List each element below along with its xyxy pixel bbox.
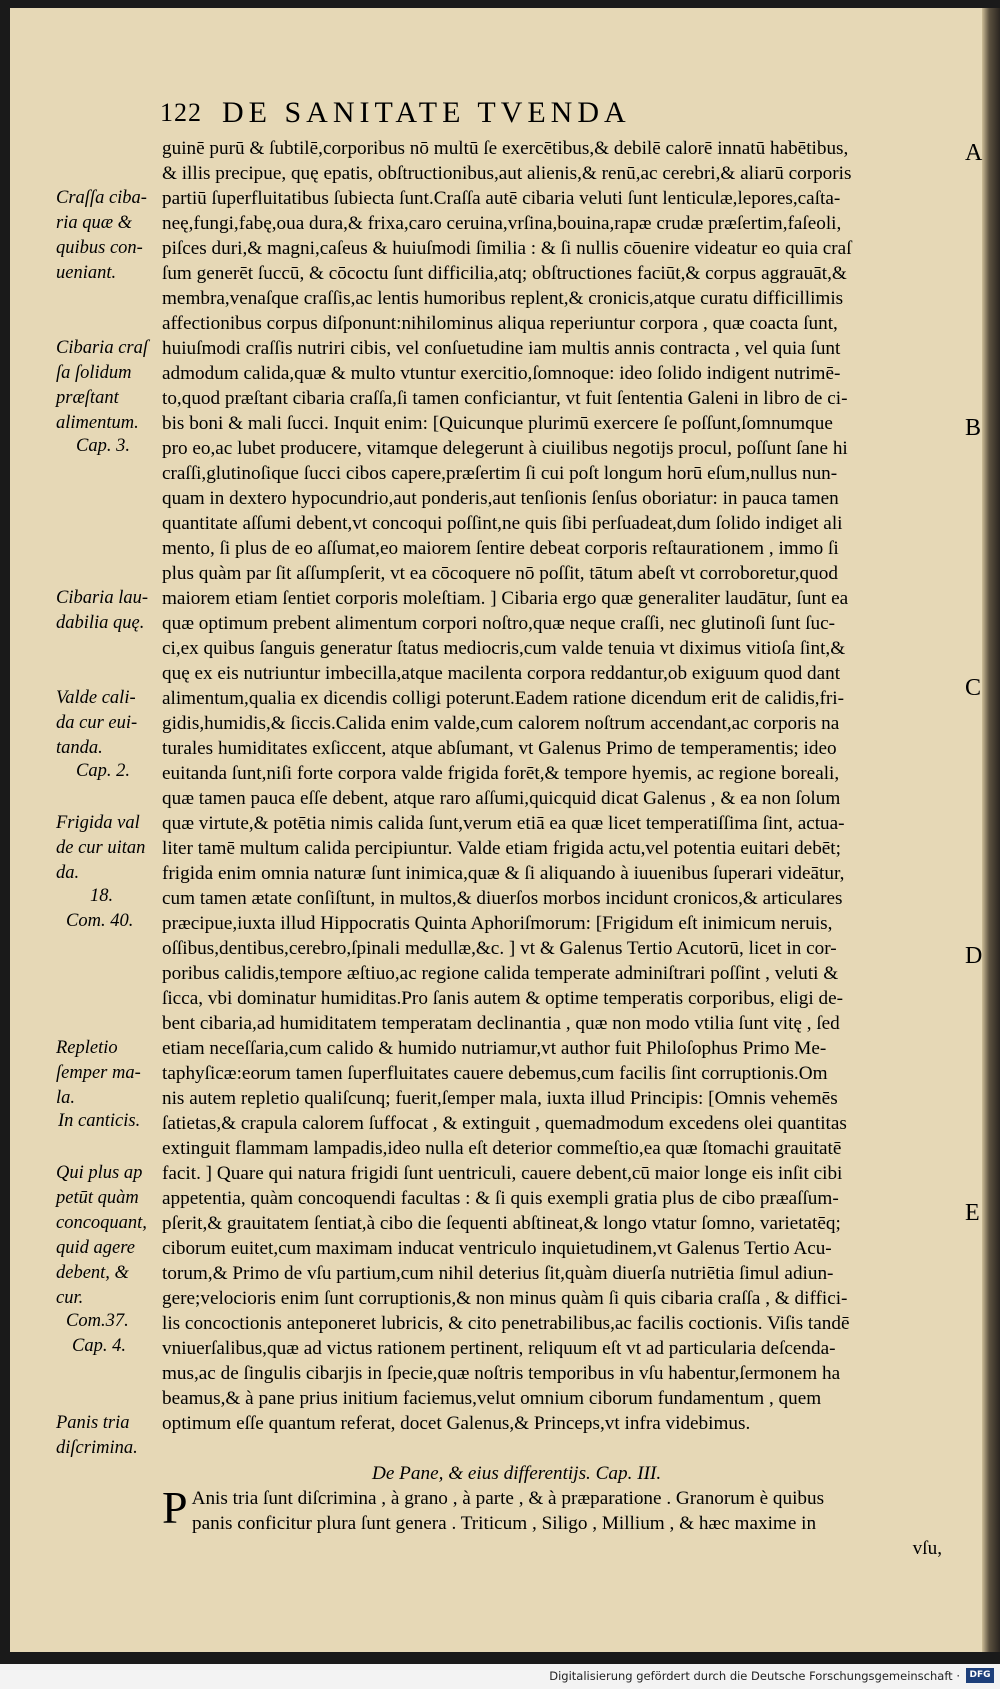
section-marker: D — [965, 943, 983, 969]
text-line: oſſibus,dentibus,cerebro,ſpinali medullæ,&c. ] vt & Galenus Tertio Acutorū, licet in cor- — [162, 938, 837, 959]
text-line: admodum calida,quæ & multo vtuntur exercitio,ſomnoque: ideo ſolido indigent nutrimē- — [162, 363, 841, 384]
text-line: craſſi,glutinoſique ſucci cibos capere,præſertim ſi cui poſt longum horū eſum,nullus nun- — [162, 463, 838, 484]
text-line: piſces duri,& magni,caſeus & huiuſmodi ſimilia : & ſi nullis cōuenire videatur eo quia craſ — [162, 238, 852, 259]
text-line: appetentia, quàm concoquendi facultas : & ſi quis exempli gratia plus de cibo præaſſum- — [162, 1188, 839, 1209]
text-line: facit. ] Quare qui natura frigidi ſunt uentriculi, cauere debent,cū maior longe eis inſit cibi — [162, 1163, 843, 1184]
text-line: ci,ex quibus ſanguis generatur ſtatus mediocris,cum valde tenuia vt diximus vitioſa ſint,& — [162, 638, 846, 659]
text-line: huiuſmodi craſſis nutriri cibis, vel conſuetudine iam multis annis contracta , vel quia ſunt — [162, 338, 841, 359]
margin-note: Craſſa ciba- ria quæ & quibus con- ueniant. — [56, 188, 147, 283]
text-line: gidis,humidis,& ſiccis.Calida enim valde,cum calorem noſtrum accendant,ac corporis na — [162, 713, 840, 734]
text-line: liter tamē multum calida percipiuntur. Valde etiam frigida actu,vel potentia euitari debēt; — [162, 838, 841, 859]
text-line: panis conficitur plura ſunt genera . Triticum , Siligo , Millium , & hæc maxime in — [192, 1513, 817, 1534]
text-line: quæ virtute,& potētia nimis calida ſunt,verum etiā ea quæ licet temperatiſſima ſint, actua- — [162, 813, 845, 834]
text-line: quæ optimum prebent alimentum corpori noſtro,quæ neque craſſi, nec glutinoſi ſunt ſuc- — [162, 613, 836, 634]
drop-cap: P — [162, 1482, 188, 1533]
text-line: etiam neceſſaria,cum calido & humido nutriamur,vt author fuit Philoſophus Primo Me- — [162, 1038, 827, 1059]
text-line: affectionibus corpus diſponunt:nihilominus aliqua reperiuntur corpora , quæ coacta ſunt, — [162, 313, 838, 334]
margin-note: Valde cali- da cur eui- tanda. — [56, 688, 138, 758]
margin-note: Panis tria diſcrimina. — [56, 1413, 138, 1458]
text-line: frigida enim omnia naturæ ſunt inimica,quæ & ſi aliquando à iuuenibus ſuperari videātur, — [162, 863, 845, 884]
text-line: bent cibaria,ad humiditatem temperatam declinantia , quæ non modo vtilia ſunt vitę , ſed — [162, 1013, 840, 1034]
text-line: mus,ac de ſingulis cibarjis in ſpecie,quæ noſtris temporibus in vſu habentur,ſermonem ha — [162, 1363, 841, 1384]
text-line: quam in dextero hypocundrio,aut ponderis,aut tenſionis ſenſus oboriatur: in pauca tamen — [162, 488, 839, 509]
text-line: ſatietas,& crapula calorem ſuffocat , & extinguit , quemadmodum excedens olei quantitas — [162, 1113, 847, 1134]
text-line: quantitate aſſumi debent,vt concoqui poſſint,ne quis ſibi perſuadeat,dum ſolido indiget ali — [162, 513, 843, 534]
text-line: euitanda ſunt,niſi forte corpora valde frigida forēt,& tempore hyemis, ac regione boreali, — [162, 763, 840, 784]
margin-reference: Cap. 2. — [76, 761, 130, 781]
text-line: alimentum,qualia ex dicendis colligi poterunt.Eadem ratione dicendum erit de calidis,fri- — [162, 688, 844, 709]
margin-note: Cibaria lau- dabilia quę. — [56, 588, 148, 633]
text-line: mento, ſi plus de eo aſſumat,eo maiorem ſentire debeat corporis reſtaurationem , immo ſi — [162, 538, 839, 559]
text-line: partiū ſuperfluitatibus ſubiecta ſunt.Craſſa autē cibaria veluti ſunt lenticulæ,lepores,caſta- — [162, 188, 841, 209]
margin-reference: Com. 40. — [66, 911, 134, 931]
margin-reference: Cap. 3. — [76, 436, 130, 456]
section-marker: A — [965, 140, 983, 166]
text-line: nis autem repletio qualiſcunq; fuerit,ſemper mala, iuxta illud Principis: [Omnis vehemēs — [162, 1088, 838, 1109]
text-line: turales humiditates exſiccent, atque abſumant, vt Galenus Primo de temperamentis; ideo — [162, 738, 837, 759]
text-line: lis concoctionis anteponeret lubricis, & cito penetrabilibus,ac facilis coctionis. Viſis tandē — [162, 1313, 850, 1334]
text-line: quæ tamen pauca eſſe debent, atque raro aſſumi,quicquid dicat Galenus , & ea non ſolum — [162, 788, 841, 809]
text-line: pſerit,& grauitatem ſentiat,à cibo die ſequenti abſtineat,& longo vtatur ſomno, varietatēq; — [162, 1213, 841, 1234]
text-line: gere;velocioris enim ſunt corruptionis,& non minus quàm ſi quis cibaria craſſa , & diffici- — [162, 1288, 848, 1309]
text-line: taphyſicæ:eorum tamen ſuperfluitates cauere debemus,cum facilis ſint corruptionis.Om — [162, 1063, 828, 1084]
text-line: Anis tria ſunt diſcrimina , à grano , à parte , & à præparatione . Granorum è quibus — [191, 1488, 825, 1509]
text-line: & illis precipue, quę epatis, obſtructionibus,aut alienis,& renū,ac cerebri,& aliarū corporis — [162, 163, 852, 184]
text-line: maiorem etiam ſentiet corporis moleſtiam. ] Cibaria ergo quæ generaliter laudātur, ſunt ea — [162, 588, 849, 609]
text-line: optimum eſſe quantum referat, docet Galenus,& Princeps,vt infra videbimus. — [162, 1413, 751, 1434]
footer-bar — [0, 1664, 1000, 1689]
margin-reference: Com.37. — [66, 1311, 129, 1331]
text-line: ſum generēt ſuccū, & cōcoctu ſunt difficilia,atq; obſtructiones faciūt,& corpus aggrauāt,& — [162, 263, 847, 284]
text-line: pro eo,ac lubet producere, vitamque delegerunt à ciuilibus negotijs procul, poſſunt ſane hi — [162, 438, 848, 459]
chapter-heading: De Pane, & eius differentijs. Cap. III. — [372, 1463, 662, 1484]
text-line: extinguit flammam lampadis,ideo nulla eſt deterior commeſtio,ea quæ ſtomachi grauitatē — [162, 1138, 842, 1159]
text-line: quę ex eis nutriuntur imbecilla,atque macilenta corpora reddantur,ob exiguum quod dant — [162, 663, 841, 684]
section-marker: E — [965, 1200, 980, 1226]
margin-note: Cibaria craſ ſa ſolidum præſtant alimentum. — [56, 338, 148, 433]
funding-notice: Digitalisierung gefördert durch die Deutsche Forschungsgemeinschaft · — [549, 1669, 960, 1683]
text-line — [162, 1436, 952, 1461]
section-marker: C — [965, 675, 982, 701]
text-line: poribus calidis,tempore æſtiuo,ac regione calida temperate adminiſtrari poſſint , veluti & — [162, 963, 839, 984]
text-line: torum,& Primo de vſu partium,cum nihil deterius ſit,quàm diuerſa nutriētia ſimul adiun- — [162, 1263, 834, 1284]
text-line: cum tamen ætate conſiſtunt, in multos,& diuerſos morbos incidunt cronicos,& articulares — [162, 888, 843, 909]
margin-reference: In canticis. — [58, 1111, 141, 1131]
margin-note: Repletio ſemper ma- la. — [56, 1038, 141, 1108]
running-head: DE SANITATE TVENDA — [222, 96, 631, 129]
text-line: vniuerſalibus,quæ ad victus rationem pertinent, reliquum eſt vt ad particularia deſcenda- — [162, 1338, 836, 1359]
dfg-logo: DFG — [966, 1668, 994, 1683]
page-number: 122 — [160, 98, 202, 127]
margin-reference: 18. — [90, 886, 114, 906]
margin-note: Qui plus ap petūt quàm concoquant, quid agere debent, & cur. — [56, 1163, 147, 1308]
text-line: to,quod præſtant cibaria craſſa,ſi tamen conficiantur, vt fuit ſententia Galeni in libro de ci- — [162, 388, 848, 409]
main-text — [162, 136, 952, 1561]
text-line: membra,venaſque craſſis,ac lentis humoribus replent,& cronicis,atque curatu difficillimis — [162, 288, 844, 309]
text-line: ſicca, vbi dominatur humiditas.Pro ſanis autem & optime temperatis corporibus, eligi de- — [162, 988, 844, 1009]
text-line: ciborum euitet,cum maximam inducat ventriculo inquietudinem,vt Galenus Tertio Acu- — [162, 1238, 832, 1259]
page-header — [160, 96, 800, 132]
catchword: vſu, — [912, 1538, 942, 1559]
margin-reference: Cap. 4. — [72, 1336, 126, 1356]
section-marker: B — [965, 415, 982, 441]
text-line: guinē purū & ſubtilē,corporibus nō multū ſe exercētibus,& debilē calorē innatū habētibus, — [162, 138, 849, 159]
text-line: neę,fungi,fabę,oua dura,& frixa,caro ceruina,vrſina,bouina,rapæ crudæ præſertim,faſeoli, — [162, 213, 842, 234]
text-line: beamus,& à pane prius initium faciemus,velut omnium ciborum fundamentum , quem — [162, 1388, 822, 1409]
page-edge — [982, 8, 1000, 1652]
margin-note: Frigida val de cur uitan da. — [56, 813, 146, 883]
text-line: præcipue,iuxta illud Hippocratis Quinta Aphoriſmorum: [Frigidum eſt inimicum neruis, — [162, 913, 833, 934]
text-line: bis boni & mali ſucci. Inquit enim: [Quicunque plurimū exercere ſe poſſunt,ſomnumque — [162, 413, 833, 434]
text-line: plus quàm par ſit aſſumpſerit, vt ea cōcoquere nō poſſit, tātum abeſt vt corroboretur,quod — [162, 563, 838, 584]
